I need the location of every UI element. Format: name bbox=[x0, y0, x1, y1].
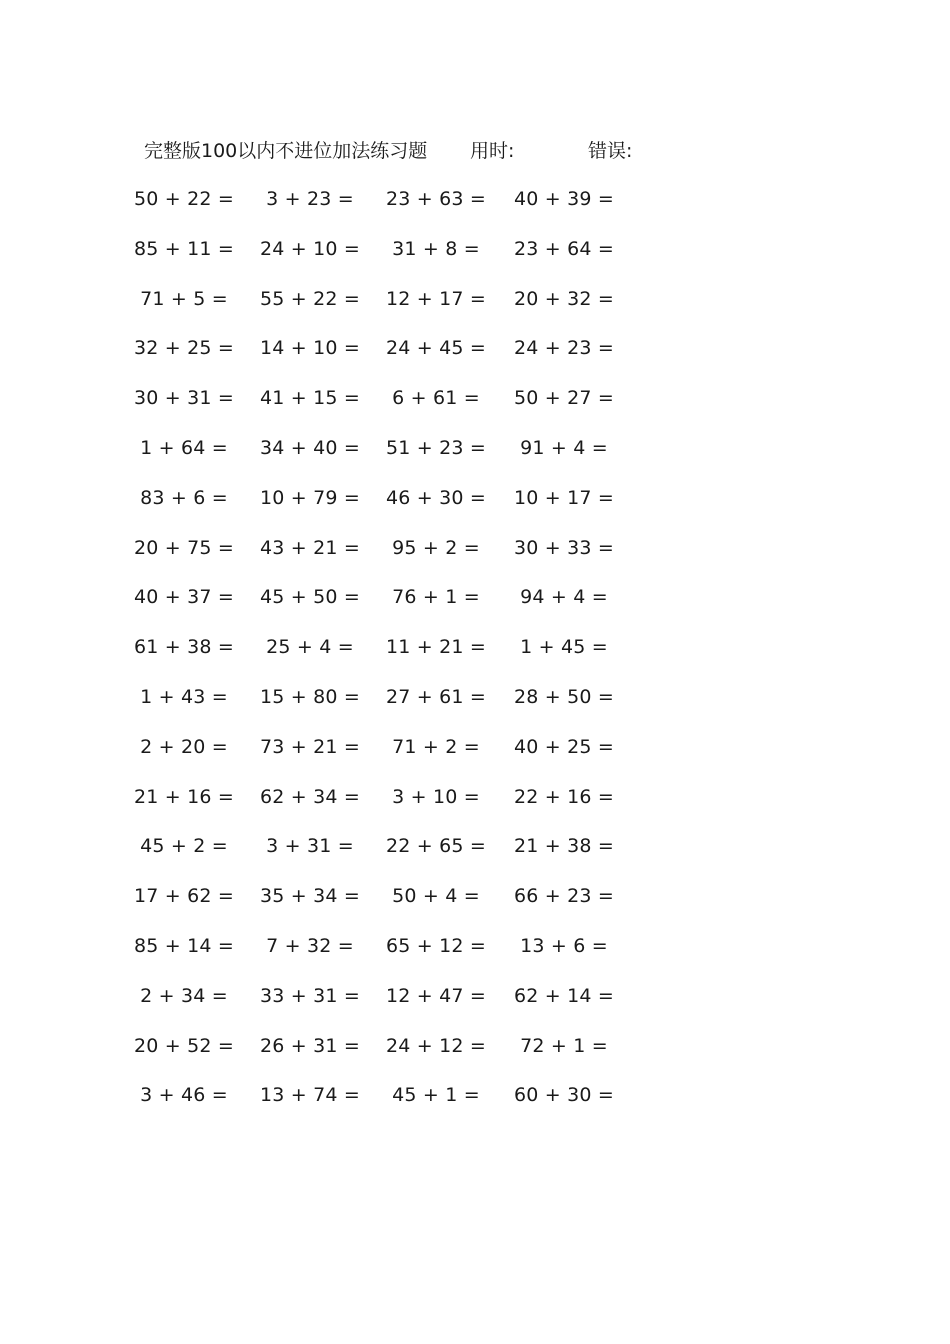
problem-r9-c4: 94 + 4 = bbox=[520, 586, 608, 609]
problem-r18-c3: 24 + 12 = bbox=[385, 1034, 487, 1057]
problem-r17-c1: 2 + 34 = bbox=[140, 984, 228, 1007]
problem-r8-c3: 95 + 2 = bbox=[392, 536, 480, 559]
problem-r15-c1: 17 + 62 = bbox=[133, 885, 235, 908]
problem-r10-c1: 61 + 38 = bbox=[133, 636, 235, 659]
problem-r17-c3: 12 + 47 = bbox=[385, 984, 487, 1007]
worksheet-title: 完整版100以内不进位加法练习题 bbox=[144, 140, 428, 162]
problem-r13-c2: 62 + 34 = bbox=[259, 785, 361, 808]
problem-r16-c2: 7 + 32 = bbox=[266, 935, 354, 957]
problem-r1-c3: 23 + 63 = bbox=[385, 188, 487, 210]
problem-r14-c2: 3 + 31 = bbox=[266, 835, 354, 858]
problem-r7-c1: 83 + 6 = bbox=[140, 486, 228, 509]
problem-r19-c4: 60 + 30 = bbox=[513, 1084, 615, 1107]
problem-r10-c4: 1 + 45 = bbox=[520, 636, 608, 659]
problem-r3-c4: 20 + 32 = bbox=[513, 287, 615, 310]
problem-r8-c2: 43 + 21 = bbox=[259, 536, 361, 559]
problem-r10-c2: 25 + 4 = bbox=[266, 636, 354, 659]
problem-r17-c4: 62 + 14 = bbox=[513, 984, 615, 1007]
problem-r15-c3: 50 + 4 = bbox=[392, 885, 480, 908]
problem-r2-c2: 24 + 10 = bbox=[259, 237, 361, 260]
problem-r18-c1: 20 + 52 = bbox=[133, 1034, 235, 1057]
problem-r6-c4: 91 + 4 = bbox=[520, 437, 608, 459]
problem-r9-c3: 76 + 1 = bbox=[392, 586, 480, 609]
problem-r10-c3: 11 + 21 = bbox=[385, 636, 487, 659]
problem-r5-c1: 30 + 31 = bbox=[133, 387, 235, 410]
problem-r3-c2: 55 + 22 = bbox=[259, 287, 361, 310]
problem-r14-c1: 45 + 2 = bbox=[140, 835, 228, 858]
problem-r7-c4: 10 + 17 = bbox=[513, 486, 615, 509]
problem-r6-c3: 51 + 23 = bbox=[385, 437, 487, 459]
problem-r4-c4: 24 + 23 = bbox=[513, 337, 615, 360]
problem-r5-c4: 50 + 27 = bbox=[513, 387, 615, 410]
problem-r8-c1: 20 + 75 = bbox=[133, 536, 235, 559]
problem-r11-c2: 15 + 80 = bbox=[259, 686, 361, 708]
problem-r12-c2: 73 + 21 = bbox=[259, 735, 361, 758]
problem-r9-c1: 40 + 37 = bbox=[133, 586, 235, 609]
problem-r15-c4: 66 + 23 = bbox=[513, 885, 615, 908]
problem-r19-c1: 3 + 46 = bbox=[140, 1084, 228, 1107]
problem-r16-c4: 13 + 6 = bbox=[520, 935, 608, 957]
problem-r3-c1: 71 + 5 = bbox=[140, 287, 228, 310]
problem-r14-c4: 21 + 38 = bbox=[513, 835, 615, 858]
problem-r2-c4: 23 + 64 = bbox=[513, 237, 615, 260]
problem-r12-c4: 40 + 25 = bbox=[513, 735, 615, 758]
problem-r1-c2: 3 + 23 = bbox=[266, 188, 354, 210]
problem-r2-c1: 85 + 11 = bbox=[133, 237, 235, 260]
problem-r16-c3: 65 + 12 = bbox=[385, 935, 487, 957]
problem-r2-c3: 31 + 8 = bbox=[392, 237, 480, 260]
time-used-label: 用时: bbox=[470, 140, 515, 162]
problem-r11-c3: 27 + 61 = bbox=[385, 686, 487, 708]
problem-r1-c1: 50 + 22 = bbox=[133, 188, 235, 210]
problem-r4-c2: 14 + 10 = bbox=[259, 337, 361, 360]
problem-r13-c3: 3 + 10 = bbox=[392, 785, 480, 808]
problem-r1-c4: 40 + 39 = bbox=[513, 188, 615, 210]
problem-r5-c3: 6 + 61 = bbox=[392, 387, 480, 410]
problem-r16-c1: 85 + 14 = bbox=[133, 935, 235, 957]
problem-r4-c1: 32 + 25 = bbox=[133, 337, 235, 360]
errors-label: 错误: bbox=[588, 140, 633, 162]
problem-r11-c1: 1 + 43 = bbox=[140, 686, 228, 708]
problem-r12-c3: 71 + 2 = bbox=[392, 735, 480, 758]
problem-r13-c4: 22 + 16 = bbox=[513, 785, 615, 808]
problem-r6-c2: 34 + 40 = bbox=[259, 437, 361, 459]
problem-r4-c3: 24 + 45 = bbox=[385, 337, 487, 360]
problem-r19-c3: 45 + 1 = bbox=[392, 1084, 480, 1107]
problem-r9-c2: 45 + 50 = bbox=[259, 586, 361, 609]
problem-r6-c1: 1 + 64 = bbox=[140, 437, 228, 459]
problem-r19-c2: 13 + 74 = bbox=[259, 1084, 361, 1107]
problem-r5-c2: 41 + 15 = bbox=[259, 387, 361, 410]
problem-r3-c3: 12 + 17 = bbox=[385, 287, 487, 310]
problem-r7-c3: 46 + 30 = bbox=[385, 486, 487, 509]
problem-r13-c1: 21 + 16 = bbox=[133, 785, 235, 808]
problem-r12-c1: 2 + 20 = bbox=[140, 735, 228, 758]
problem-r17-c2: 33 + 31 = bbox=[259, 984, 361, 1007]
problem-r14-c3: 22 + 65 = bbox=[385, 835, 487, 858]
problem-r8-c4: 30 + 33 = bbox=[513, 536, 615, 559]
problem-r7-c2: 10 + 79 = bbox=[259, 486, 361, 509]
problem-r18-c2: 26 + 31 = bbox=[259, 1034, 361, 1057]
problem-r18-c4: 72 + 1 = bbox=[520, 1034, 608, 1057]
problem-r11-c4: 28 + 50 = bbox=[513, 686, 615, 708]
problem-r15-c2: 35 + 34 = bbox=[259, 885, 361, 908]
